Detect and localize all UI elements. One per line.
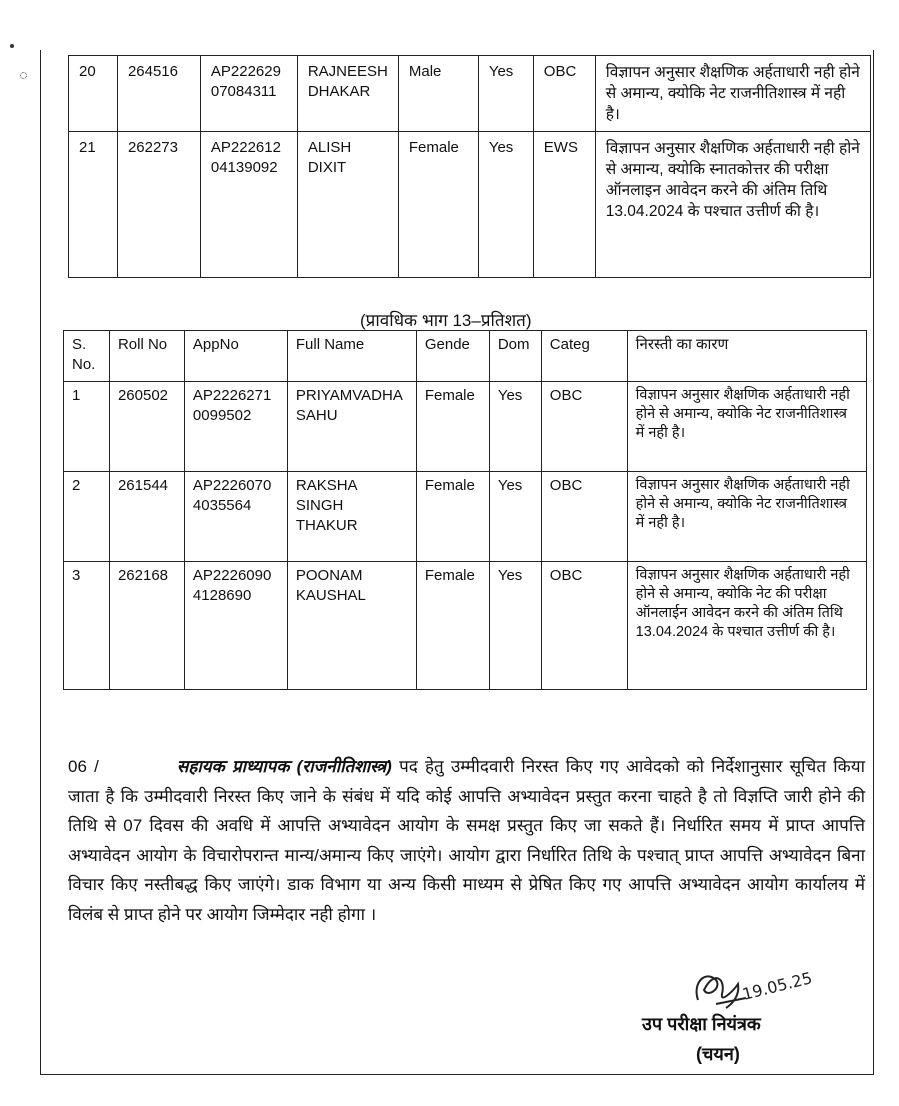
cell-roll: 262273 xyxy=(117,132,200,278)
section-caption: (प्रावधिक भाग 13–प्रतिशत) xyxy=(360,311,532,330)
post-title: सहायक प्राध्यापक (राजनीतिशास्त्र) xyxy=(176,757,392,776)
signature-block xyxy=(628,960,848,1070)
header-roll: Roll No xyxy=(109,331,184,382)
scan-speck xyxy=(10,44,14,48)
cell-gender: Female xyxy=(416,562,489,690)
cell-reason: विज्ञापन अनुसार शैक्षणिक अर्हताधारी नही होने से अमान्य, क्योकि नेट राजनीतिशास्त्र में नही है। xyxy=(595,56,870,132)
cell-dom: Yes xyxy=(478,132,533,278)
table-header-row xyxy=(64,331,867,382)
cell-cat: OBC xyxy=(533,56,595,132)
cell-reason: विज्ञापन अनुसार शैक्षणिक अर्हताधारी नही होने से अमान्य, क्योकि नेट राजनीतिशास्त्र में नही है। xyxy=(627,382,866,472)
header-sno: S. No. xyxy=(64,331,110,382)
notice-number: 06 / xyxy=(68,757,99,776)
cell-roll: 260502 xyxy=(109,382,184,472)
cell-gender: Female xyxy=(416,382,489,472)
designation-sub: (चयन) xyxy=(696,1044,740,1064)
signature-date: 19.05.25 xyxy=(740,968,815,1004)
cell-gender: Female xyxy=(398,132,478,278)
cell-app: AP222612 04139092 xyxy=(200,132,297,278)
cell-name: POONAM KAUSHAL xyxy=(287,562,416,690)
header-app: AppNo xyxy=(184,331,287,382)
cell-sno: 21 xyxy=(69,132,118,278)
cell-roll: 261544 xyxy=(109,472,184,562)
scan-speck xyxy=(20,72,27,79)
table-row xyxy=(69,56,871,132)
cell-app: AP2226070 4035564 xyxy=(184,472,287,562)
signature-mark xyxy=(686,960,836,1015)
cell-reason: विज्ञापन अनुसार शैक्षणिक अर्हताधारी नही होने से अमान्य, क्योकि नेट की परीक्षा ऑनलाईन आवेदन करने की अंतिम तिथि 13.04.2024 के पश्चात उत्तीर्ण की है। xyxy=(627,562,866,690)
cell-name: RAKSHA SINGH THAKUR xyxy=(287,472,416,562)
cell-reason: विज्ञापन अनुसार शैक्षणिक अर्हताधारी नही होने से अमान्य, क्योकि स्नातकोत्तर की परीक्षा ऑनलाइन आवेदन करने की अंतिम तिथि 13.04.2024 के पश्चात उत्तीर्ण की है। xyxy=(595,132,870,278)
cell-dom: Yes xyxy=(489,382,541,472)
cell-cat: OBC xyxy=(541,382,627,472)
table-row xyxy=(64,382,867,472)
table-row xyxy=(64,562,867,690)
cell-dom: Yes xyxy=(478,56,533,132)
designation: उप परीक्षा नियंत्रक xyxy=(642,1014,761,1034)
cell-cat: OBC xyxy=(541,472,627,562)
cell-gender: Female xyxy=(416,472,489,562)
table-row xyxy=(69,132,871,278)
table-row xyxy=(64,472,867,562)
cell-sno: 2 xyxy=(64,472,110,562)
cell-dom: Yes xyxy=(489,562,541,690)
header-dom: Dom xyxy=(489,331,541,382)
cell-cat: EWS xyxy=(533,132,595,278)
header-cat: Categ xyxy=(541,331,627,382)
cell-app: AP2226090 4128690 xyxy=(184,562,287,690)
cell-gender: Male xyxy=(398,56,478,132)
cell-roll: 262168 xyxy=(109,562,184,690)
cell-dom: Yes xyxy=(489,472,541,562)
header-reason: निरस्ती का कारण xyxy=(627,331,866,382)
cell-roll: 264516 xyxy=(117,56,200,132)
header-name: Full Name xyxy=(287,331,416,382)
cell-reason: विज्ञापन अनुसार शैक्षणिक अर्हताधारी नही होने से अमान्य, क्योकि नेट राजनीतिशास्त्र में नही है। xyxy=(627,472,866,562)
cell-sno: 1 xyxy=(64,382,110,472)
cell-name: ALISH DIXIT xyxy=(297,132,398,278)
notice-paragraph xyxy=(68,752,865,929)
cell-sno: 20 xyxy=(69,56,118,132)
cell-name: RAJNEESH DHAKAR xyxy=(297,56,398,132)
cell-cat: OBC xyxy=(541,562,627,690)
rejection-table xyxy=(63,330,867,690)
top-results-table xyxy=(68,55,871,278)
cell-app: AP222629 07084311 xyxy=(200,56,297,132)
cell-sno: 3 xyxy=(64,562,110,690)
cell-app: AP2226271 0099502 xyxy=(184,382,287,472)
cell-name: PRIYAMVADHA SAHU xyxy=(287,382,416,472)
header-gender: Gende xyxy=(416,331,489,382)
notice-text: पद हेतु उम्मीदवारी निरस्त किए गए आवेदको को निर्देशानुसार सूचित किया जाता है कि उम्मीदवारी निरस्त किए जाने के संबंध में यदि कोई आपत्ति अभ्यावेदन प्रस्तुत करना चाहते है तो विज्ञप्ति जारी होने की तिथि से 07 दिवस की अवधि में आपत्ति अभ्यावेदन आयोग के समक्ष प्रस्तुत किए जा सकते हैं। निर्धारित समय में प्राप्त आपत्ति अभ्यावेदन आयोग के विचारोपरान्त मान्य/अमान्य किए जाएंगे। आयोग द्वारा निर्धारित तिथि के पश्चात् प्राप्त आपत्ति अभ्यावेदन बिना विचार किए नस्तीबद्ध किए जाएंगे। डाक विभाग या अन्य किसी माध्यम से प्रेषित किए गए आपत्ति अभ्यावेदन आयोग कार्यालय में विलंब से प्राप्त होने पर आयोग जिम्मेदार नही होगा । xyxy=(68,757,865,924)
